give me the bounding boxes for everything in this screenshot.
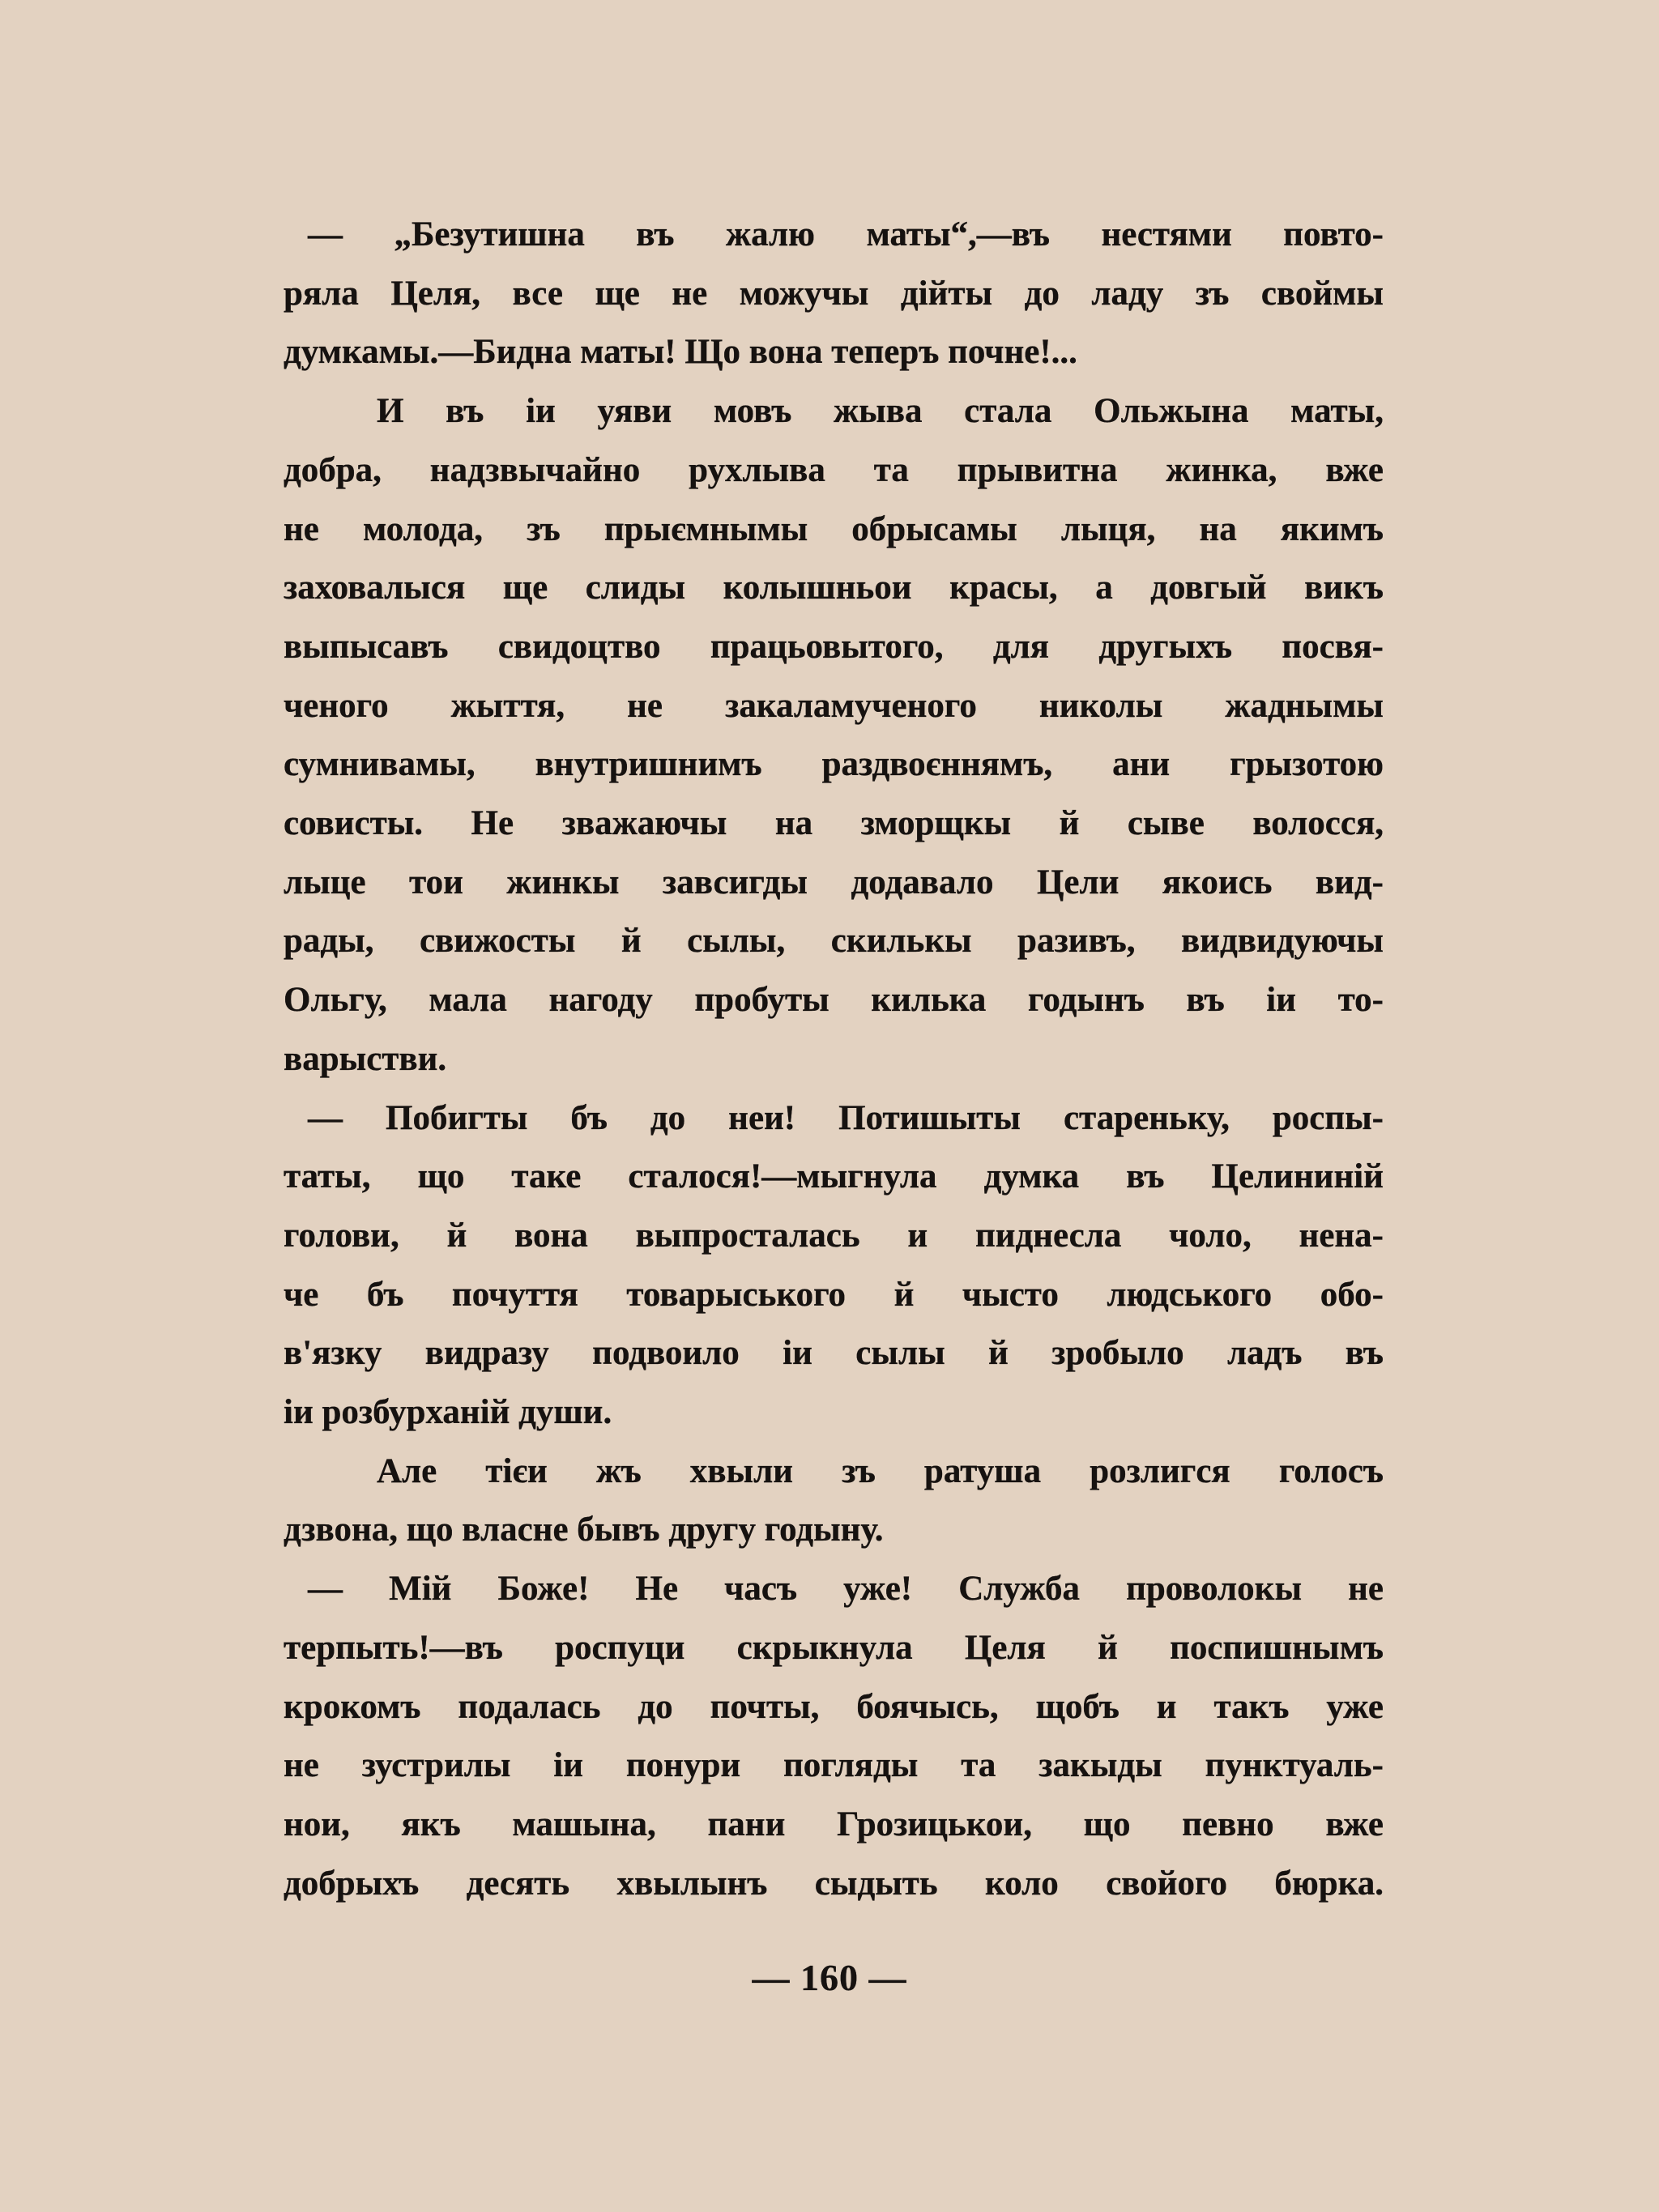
text-line: добрыхъ десять хвылынъ сыдыть коло свойого бюрка. xyxy=(284,1864,1384,1903)
text-line: Але тієи жъ хвыли зъ ратуша розлигся голосъ xyxy=(377,1451,1384,1490)
text-line: не зустрилы іи понури погляды та закыды пунктуаль- xyxy=(284,1746,1384,1785)
text-line: дзвона, що власне бывъ другу годыну. xyxy=(284,1511,884,1549)
text-line: крокомъ подалась до почты, боячысь, щобъ и такъ уже xyxy=(284,1687,1384,1726)
text-line: — „Безутишна въ жалю маты“,—въ нестями повто- xyxy=(308,215,1384,254)
text-line: терпыть!—въ роспуци скрыкнула Целя й поспишнымъ xyxy=(284,1628,1384,1667)
text-line: выпысавъ свидоцтво працьовытого, для другыхъ посвя- xyxy=(284,627,1384,666)
page-text xyxy=(284,206,1384,1913)
text-line: ченого жыття, не закаламученого николы жаднымы xyxy=(284,686,1384,725)
text-line: таты, що таке сталося!—мыгнула думка въ Целининій xyxy=(284,1157,1384,1196)
text-line: совисты. Не зважаючы на зморщкы й сыве волосся, xyxy=(284,804,1384,843)
text-line: добра, надзвычайно рухлыва та прывитна жинка, вже xyxy=(284,450,1384,489)
text-line: ряла Целя, все ще не можучы дійты до ладу зъ своймы xyxy=(284,274,1384,313)
text-line: лыце тои жинкы завсигды додавало Цели якоись вид- xyxy=(284,863,1384,901)
text-line: — Мій Боже! Не часъ уже! Служба проволокы не xyxy=(308,1570,1384,1609)
page-number: — 160 — xyxy=(752,1957,907,1998)
text-line: И въ іи уяви мовъ жыва стала Ольжына маты, xyxy=(377,392,1384,431)
text-line: в'язку видразу подвоило іи сылы й зробыло ладъ въ xyxy=(284,1334,1384,1373)
text-line: варыстви. xyxy=(284,1039,447,1078)
text-line: рады, свижосты й сылы, скилькы разивъ, видвидуючы xyxy=(284,922,1384,961)
text-line: заховалыся ще слиды колышньои красы, а довгый викъ xyxy=(284,569,1384,607)
text-line: іи розбурханій души. xyxy=(284,1393,612,1432)
text-line: нои, якъ машына, пани Грозицькои, що певно вже xyxy=(284,1805,1384,1843)
text-line: голови, й вона выпросталась и пиднесла чоло, нена- xyxy=(284,1216,1384,1255)
text-line: — Побигты бъ до неи! Потишыты стареньку, роспы- xyxy=(308,1098,1384,1137)
text-line: Ольгу, мала нагоду пробуты килька годынъ въ іи то- xyxy=(284,981,1384,1020)
text-line: сумнивамы, внутришнимъ раздвоєннямъ, ани грызотою xyxy=(284,745,1384,784)
text-line: думкамы.—Бидна маты! Що вона теперъ почне!... xyxy=(284,333,1077,372)
text-line: че бъ почуття товарыського й чысто людського обо- xyxy=(284,1275,1384,1314)
text-line: не молода, зъ прыємнымы обрысамы лыця, на якимъ xyxy=(284,509,1384,548)
